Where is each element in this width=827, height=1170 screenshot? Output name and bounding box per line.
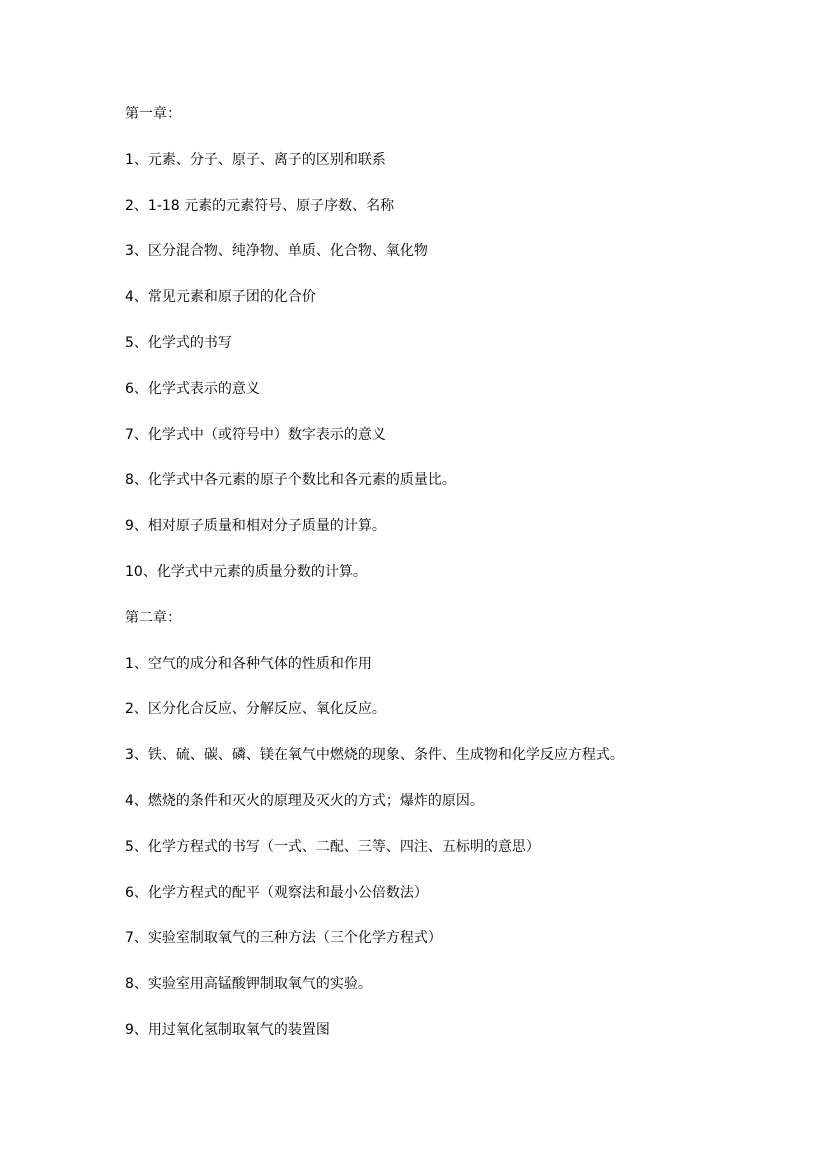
- list-item: 4、常见元素和原子团的化合价: [125, 289, 316, 305]
- list-item: 9、相对原子质量和相对分子质量的计算。: [125, 518, 386, 534]
- list-item: 9、用过氧化氢制取氧气的装置图: [125, 1022, 330, 1038]
- list-item: 6、化学式表示的意义: [125, 381, 260, 397]
- list-item: 3、区分混合物、纯净物、单质、化合物、氧化物: [125, 243, 428, 259]
- list-item: 1、空气的成分和各种气体的性质和作用: [125, 656, 372, 672]
- list-item: 8、化学式中各元素的原子个数比和各元素的质量比。: [125, 472, 456, 488]
- list-item: 1、元素、分子、原子、离子的区别和联系: [125, 152, 386, 168]
- section-heading-chapter-2: 第二章：: [125, 610, 181, 626]
- section-heading-chapter-1: 第一章：: [125, 106, 181, 122]
- list-item: 10、化学式中元素的质量分数的计算。: [125, 564, 367, 580]
- list-item: 7、化学式中（或符号中）数字表示的意义: [125, 427, 386, 443]
- list-item: 7、实验室制取氧气的三种方法（三个化学方程式）: [125, 930, 442, 946]
- list-item: 4、燃烧的条件和灭火的原理及灭火的方式；爆炸的原因。: [125, 793, 484, 809]
- list-item: 2、1-18 元素的元素符号、原子序数、名称: [125, 198, 395, 214]
- list-item: 2、区分化合反应、分解反应、氧化反应。: [125, 701, 386, 717]
- list-item: 8、实验室用高锰酸钾制取氧气的实验。: [125, 976, 372, 992]
- list-item: 6、化学方程式的配平（观察法和最小公倍数法）: [125, 885, 428, 901]
- list-item: 3、铁、硫、碳、磷、镁在氧气中燃烧的现象、条件、生成物和化学反应方程式。: [125, 747, 624, 763]
- list-item: 5、化学方程式的书写（一式、二配、三等、四注、五标明的意思）: [125, 839, 540, 855]
- list-item: 5、化学式的书写: [125, 335, 232, 351]
